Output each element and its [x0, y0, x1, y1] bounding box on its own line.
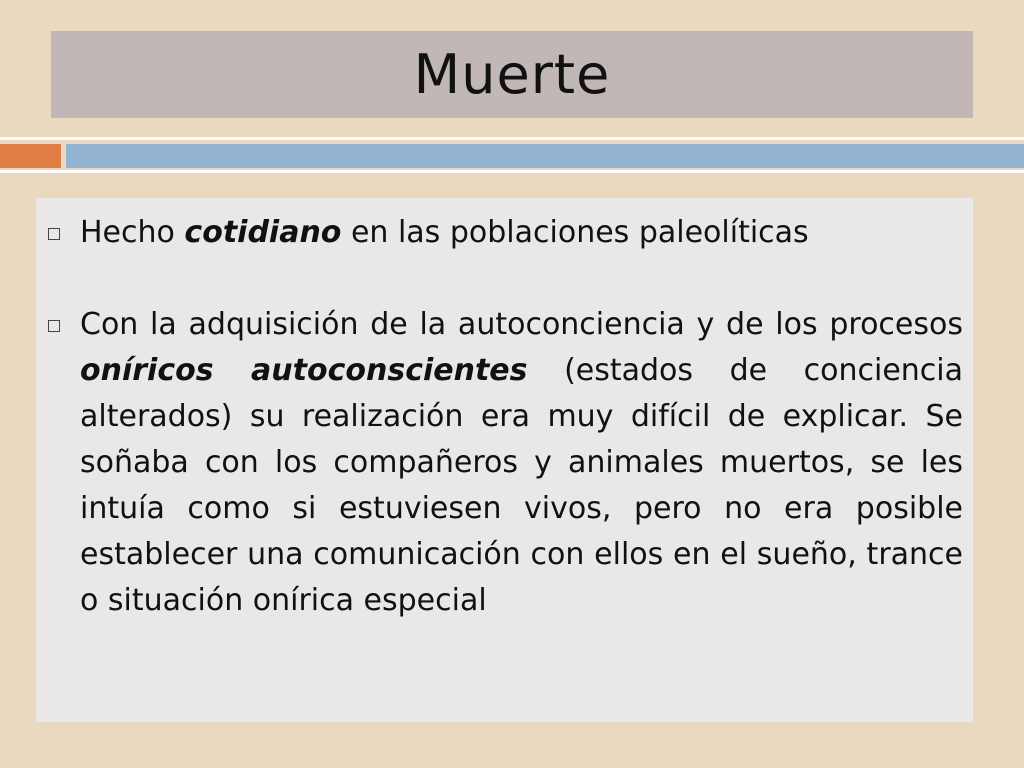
bullet-text-post: en las poblaciones paleolíticas	[341, 215, 809, 250]
accent-bar-orange	[0, 144, 61, 168]
bullet-text-post: (estados de conciencia alterados) su realización era muy difícil de explicar. Se soñaba con los compañeros y animales muertos, se les intuía como si estuviesen vivos, pero no era posible establecer una comunicación con ellos en el sueño, trance o situación onírica especial	[80, 353, 963, 618]
bullet-text-emphasis: cotidiano	[184, 215, 342, 250]
bullet-text-pre: Con la adquisición de la autoconciencia y de los procesos	[80, 307, 963, 342]
content-panel	[36, 198, 973, 722]
divider-top	[0, 137, 1024, 140]
square-bullet-icon	[46, 210, 80, 256]
bullet-text	[80, 210, 963, 256]
divider-bottom	[0, 170, 1024, 173]
bullet-text-emphasis: oníricos autoconscientes	[80, 353, 528, 388]
bullet-text-pre: Hecho	[80, 215, 185, 250]
slide-title: Muerte	[413, 43, 611, 106]
accent-bar-blue	[66, 144, 1024, 168]
square-bullet-icon	[46, 302, 80, 348]
bullet-text	[80, 302, 963, 624]
title-banner	[51, 31, 973, 118]
bullet-item	[46, 210, 963, 256]
bullet-item	[46, 302, 963, 624]
